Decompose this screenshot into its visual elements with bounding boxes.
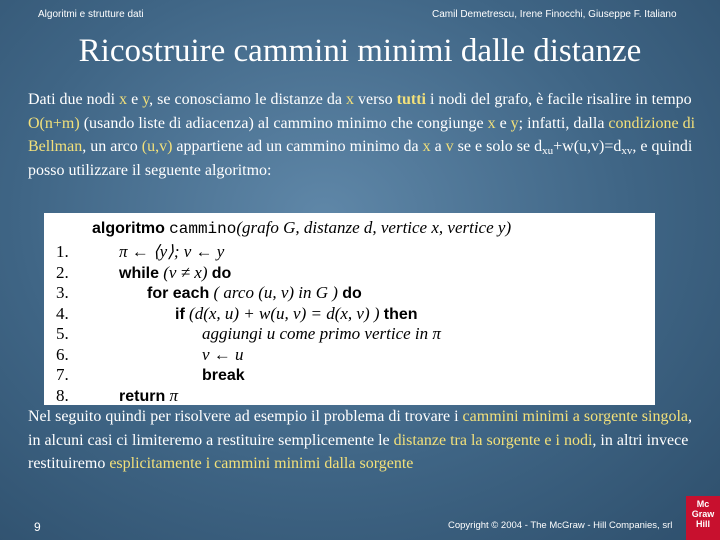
source-distances: distanze tra la sorgente e i nodi xyxy=(393,431,593,449)
keyword: while xyxy=(119,264,160,282)
complexity: O(n+m) xyxy=(28,114,80,132)
line-content xyxy=(119,262,231,284)
slide-header xyxy=(0,0,720,28)
keyword: break xyxy=(202,367,245,384)
slide-title: Ricostruire cammini minimi dalle distanze xyxy=(78,33,642,69)
mcgraw-hill-logo: Mc Graw Hill xyxy=(686,496,720,540)
closing-paragraph: Nel seguito quindi per risolvere ad esempio il problema di trovare i cammini minimi a sorgente singola, in alcuni casi ci limiteremo a restituire semplicemente le distanze tra la sorgente e i nodi, in altri invece restituiremo esplicitamente i cammini minimi dalla sorgente xyxy=(28,408,692,472)
algorithm-line xyxy=(44,323,655,344)
condition: (v ≠ x) xyxy=(159,262,212,282)
line-number: 8. xyxy=(56,385,69,405)
course-title: Algoritmi e strutture dati xyxy=(38,9,144,20)
algorithm-line xyxy=(44,282,655,303)
statement: aggiungi u come primo vertice in π xyxy=(202,324,441,343)
authors: Camil Demetrescu, Irene Finocchi, Giuseppe F. Italiano xyxy=(432,9,677,20)
keyword: return xyxy=(119,387,166,405)
algorithm-box xyxy=(44,213,655,405)
line-number: 4. xyxy=(56,303,69,323)
single-source-shortest-paths: cammini minimi a sorgente singola xyxy=(462,408,688,425)
copyright: Copyright © 2004 - The McGraw - Hill Companies, srl xyxy=(448,520,673,531)
line-content xyxy=(175,303,418,325)
line-content xyxy=(119,241,224,262)
line-content xyxy=(202,364,245,386)
keyword: if xyxy=(175,305,185,323)
algorithm-line xyxy=(44,385,655,406)
explicit-paths: esplicitamente i cammini minimi dalla sorgente xyxy=(109,455,414,472)
condition: (d(x, u) + w(u, v) = d(x, v) ) xyxy=(184,303,384,323)
line-number: 1. xyxy=(56,242,69,261)
algorithm-line xyxy=(44,262,655,283)
algorithm-line xyxy=(44,303,655,324)
line-content xyxy=(202,323,441,344)
condition: π xyxy=(165,385,179,405)
keyword: then xyxy=(383,305,418,323)
keyword: for each xyxy=(147,285,210,302)
keyword: do xyxy=(211,264,232,282)
line-number: 5. xyxy=(56,324,69,343)
algorithm-line xyxy=(44,241,655,262)
algorithm-header: algoritmo cammino(grafo G, distanze d, vertice x, vertice y) xyxy=(92,218,512,238)
line-number: 7. xyxy=(56,365,69,384)
line-content xyxy=(202,344,244,365)
condition: ( arco (u, v) in G ) xyxy=(209,283,343,302)
line-number: 6. xyxy=(56,344,69,364)
emph-tutti: tutti xyxy=(396,91,426,108)
algorithm-line xyxy=(44,364,655,385)
var-x: x xyxy=(119,91,128,108)
bellman-condition: condizione di Bellman xyxy=(28,114,696,155)
line-number: 2. xyxy=(56,262,69,282)
algorithm-line xyxy=(44,344,655,365)
line-content xyxy=(147,282,362,304)
keyword: do xyxy=(342,285,362,302)
line-content xyxy=(119,385,178,406)
line-number: 3. xyxy=(56,283,69,302)
intro-paragraph: Dati due nodi x e y, se conosciamo le distanze da x verso tutti i nodi del grafo, è facile risalire in tempo O(n+m) (usando liste di adiacenza) al cammino minimo che congiunge x e y; infatti, dalla condizione di Bellman, un arco (u,v) appartiene ad un cammino minimo da x a v se e solo se $d_{xu}+w(u,v)=d_{xv}$, e quindi posso utilizzare il seguente algoritmo: xyxy=(28,91,696,179)
page-number: 9 xyxy=(34,520,41,534)
statement: v ← u xyxy=(202,344,244,364)
statement: π ← ⟨y⟩; v ← y xyxy=(119,242,225,261)
var-y: y xyxy=(142,91,150,108)
